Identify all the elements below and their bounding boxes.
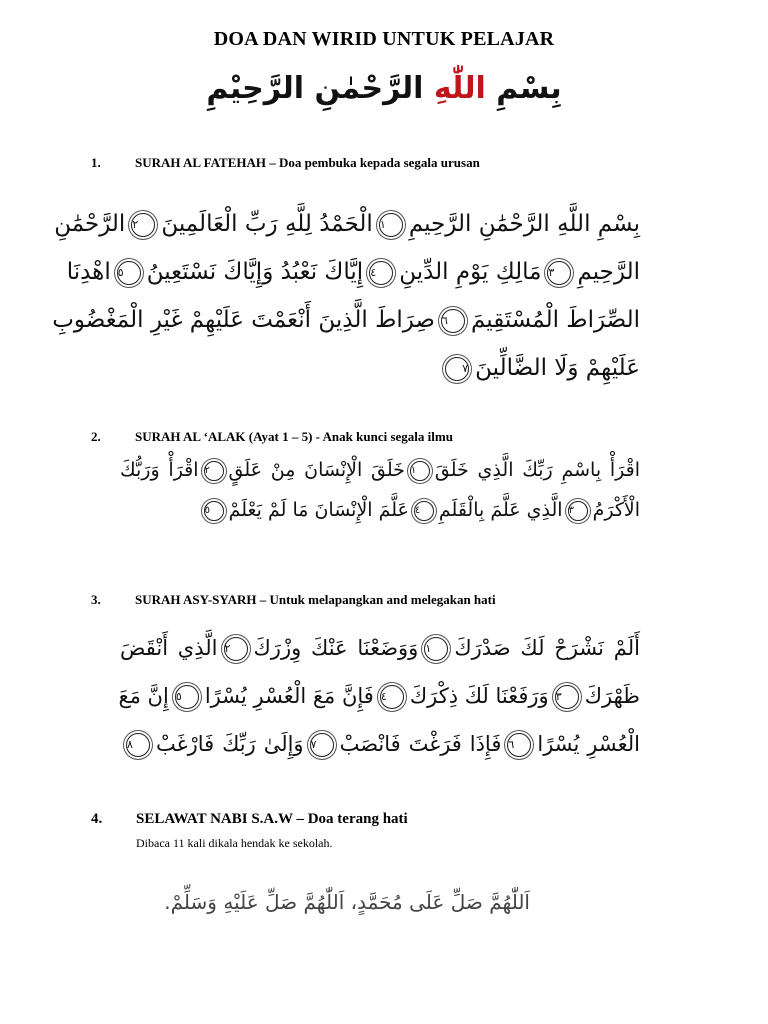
section-heading-asy-syarh — [91, 592, 496, 608]
section-number: 1. — [91, 155, 101, 170]
arabic-text-asy-syarh — [120, 624, 640, 768]
basmalah-calligraphy — [206, 66, 562, 110]
section-title: SURAH ASY-SYARH – Untuk melapangkan and melegakan hati — [135, 592, 496, 607]
verse-text: الْأَكْرَمُ — [592, 499, 640, 521]
verse-text: اقْرَأْ بِاسْمِ رَبِّكَ الَّذِي خَلَقَ — [434, 459, 640, 481]
arabic-line — [66, 248, 640, 296]
section-title: SURAH AL ‘ALAK (Ayat 1 – 5) - Anak kunci segala ilmu — [135, 429, 453, 444]
ayah-number-marker: ٧ — [310, 733, 334, 757]
ayah-number-marker: ٥ — [117, 261, 141, 285]
arabic-line — [120, 672, 640, 720]
basmalah-part-1: بِسْمِ — [496, 70, 562, 106]
verse-text: إِيَّاكَ نَعْبُدُ وَإِيَّاكَ نَسْتَعِينُ — [146, 259, 364, 285]
ayah-number-marker: ١ — [410, 461, 430, 481]
ayah-number-marker: ٤ — [380, 685, 404, 709]
verse-text: الْعُسْرِ يُسْرًا — [537, 732, 640, 756]
verse-text: وَوَضَعْنَا عَنْكَ وِزْرَكَ — [253, 636, 419, 660]
arabic-text-alak — [120, 450, 640, 530]
ayah-number-marker: ٥ — [175, 685, 199, 709]
verse-text: ظَهْرَكَ — [584, 684, 640, 708]
verse-text: اقْرَأْ وَرَبُّكَ — [120, 459, 199, 481]
arabic-line — [52, 296, 640, 344]
verse-text: الَّذِي أَنْقَضَ — [120, 636, 218, 660]
ayah-number-marker: ٥ — [204, 501, 224, 521]
verse-text: إِنَّ مَعَ — [118, 684, 169, 708]
ayah-number-marker: ٣ — [555, 685, 579, 709]
ayah-number-marker: ٤ — [369, 261, 393, 285]
verse-text: مَالِكِ يَوْمِ الدِّينِ — [399, 259, 542, 285]
ayah-number-marker: ٦ — [507, 733, 531, 757]
verse-text: الصِّرَاطَ الْمُسْتَقِيمَ — [470, 307, 640, 333]
arabic-line — [120, 490, 640, 530]
ayah-number-marker: ٧ — [445, 357, 469, 381]
basmalah-part-2: اللّٰهِ — [433, 70, 486, 106]
ayah-number-marker: ٦ — [441, 309, 465, 333]
selawat-instruction: Dibaca 11 kali dikala hendak ke sekolah. — [136, 836, 333, 850]
ayah-number-marker: ١ — [424, 637, 448, 661]
verse-text: فَإِنَّ مَعَ الْعُسْرِ يُسْرًا — [204, 684, 374, 708]
section-heading-fatehah — [91, 155, 480, 171]
section-title: SURAH AL FATEHAH – Doa pembuka kepada segala urusan — [135, 155, 480, 170]
verse-text: الْحَمْدُ لِلَّهِ رَبِّ الْعَالَمِينَ — [161, 211, 373, 237]
arabic-line — [120, 450, 640, 490]
verse-text: بِسْمِ اللَّهِ الرَّحْمَٰنِ الرَّحِيمِ — [408, 211, 640, 237]
section-number: 3. — [91, 592, 101, 607]
verse-text: صِرَاطَ الَّذِينَ أَنْعَمْتَ عَلَيْهِمْ غَيْرِ الْمَغْضُوبِ — [52, 307, 435, 333]
verse-text: وَإِلَىٰ رَبِّكَ فَارْغَبْ — [156, 732, 304, 756]
ayah-number-marker: ٢ — [131, 213, 155, 237]
verse-text: عَلَّمَ الْإِنْسَانَ مَا لَمْ يَعْلَمْ — [228, 499, 409, 521]
arabic-line — [120, 344, 640, 392]
basmalah-part-3: الرَّحْمٰنِ الرَّحِيْمِ — [206, 70, 424, 106]
verse-text: وَرَفَعْنَا لَكَ ذِكْرَكَ — [409, 684, 549, 708]
verse-text: الرَّحِيمِ — [577, 259, 640, 285]
verse-text: الرَّحْمَٰنِ — [54, 211, 126, 237]
selawat-arabic-text: اَللّٰهُمَّ صَلِّ عَلَى مُحَمَّدٍ، اَللّٰهُمَّ صَلِّ عَلَيْهِ وَسَلِّمْ. — [164, 890, 530, 914]
verse-text: فَإِذَا فَرَغْتَ فَانْصَبْ — [339, 732, 502, 756]
ayah-number-marker: ٣ — [547, 261, 571, 285]
section-number: 2. — [91, 429, 101, 444]
verse-text: اهْدِنَا — [66, 259, 111, 285]
ayah-number-marker: ٢ — [224, 637, 248, 661]
section-heading-selawat — [91, 811, 408, 828]
ayah-number-marker: ١ — [379, 213, 403, 237]
page-title: DOA DAN WIRID UNTUK PELAJAR — [213, 28, 555, 50]
verse-text: عَلَيْهِمْ وَلَا الضَّالِّينَ — [475, 355, 640, 381]
ayah-number-marker: ٢ — [204, 461, 224, 481]
arabic-line — [120, 720, 640, 768]
section-title: SELAWAT NABI S.A.W – Doa terang hati — [136, 811, 408, 827]
arabic-line — [54, 200, 640, 248]
verse-text: أَلَمْ نَشْرَحْ لَكَ صَدْرَكَ — [454, 636, 640, 660]
section-heading-alak — [91, 429, 453, 445]
ayah-number-marker: ٨ — [126, 733, 150, 757]
verse-text: الَّذِي عَلَّمَ بِالْقَلَمِ — [438, 499, 563, 521]
ayah-number-marker: ٤ — [414, 501, 434, 521]
verse-text: خَلَقَ الْإِنْسَانَ مِنْ عَلَقٍ — [228, 459, 405, 481]
basmalah-text — [206, 71, 561, 106]
ayah-number-marker: ٣ — [568, 501, 588, 521]
arabic-text-fatehah — [52, 200, 640, 392]
section-number: 4. — [91, 811, 103, 827]
arabic-line — [120, 624, 640, 672]
